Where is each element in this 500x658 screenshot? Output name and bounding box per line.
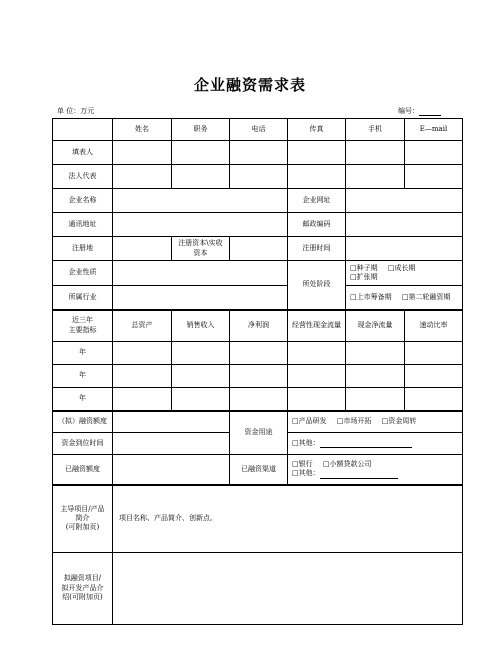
metrics-cell[interactable] (230, 388, 288, 411)
plan-project-label (53, 553, 113, 625)
header-name: 姓名 (113, 119, 172, 141)
legal-rep-label: 法人代表 (53, 165, 113, 189)
metrics-year-row-2 (53, 365, 463, 388)
stage-option-growth[interactable]: □成长期 (387, 263, 416, 272)
company-name-label: 企业名称 (53, 189, 113, 213)
metrics-total-assets: 总资产 (113, 310, 172, 342)
unit-label: 单 位：万元 (57, 107, 95, 115)
legal-rep-position-cell[interactable] (172, 165, 230, 189)
financing-amount-cell[interactable] (113, 411, 230, 433)
main-project-label-line1: 主导项目/产品 (60, 504, 105, 513)
stage-option-seed[interactable]: □种子期 (350, 263, 378, 272)
channel-option-other[interactable]: □其他： (292, 469, 320, 478)
reg-time-label: 注册时间 (288, 237, 346, 261)
header-phone: 电话 (230, 119, 288, 141)
plan-project-label-line3: 绍(可附加页) (62, 593, 103, 602)
header-mobile: 手机 (346, 119, 405, 141)
metrics-cell[interactable] (288, 365, 346, 388)
legal-rep-fax-cell[interactable] (288, 165, 346, 189)
channel-label: 已融资渠道 (230, 455, 288, 485)
stage-option-second-round[interactable]: □第二轮融资期 (401, 292, 451, 301)
use-option-other[interactable]: □其他： (292, 438, 320, 447)
metrics-net-cash-flow: 现金净流量 (346, 310, 405, 342)
metrics-year-label: 年 (53, 388, 113, 411)
filler-name-cell[interactable] (113, 141, 172, 165)
header-email: E—mail (405, 119, 463, 141)
header-position: 职务 (172, 119, 230, 141)
filler-label: 填表人 (53, 141, 113, 165)
metrics-cell[interactable] (113, 365, 172, 388)
financed-label: 已融资额度 (53, 455, 113, 485)
website-label: 企业网址 (288, 189, 346, 213)
metrics-sales-revenue: 销售收入 (172, 310, 230, 342)
metrics-cell[interactable] (230, 342, 288, 365)
reg-place-label: 注册地 (53, 237, 113, 261)
reg-capital-label: 注册资本\实收资本 (172, 237, 230, 261)
address-row (53, 213, 463, 237)
arrival-time-cell[interactable] (113, 433, 230, 455)
industry-label: 所属行业 (53, 286, 113, 310)
arrival-time-label: 资金到位时间 (53, 433, 113, 455)
metrics-operating-cash-flow: 经营性现金流量 (288, 310, 346, 342)
use-option-market[interactable]: □市场开拓 (336, 417, 372, 426)
fund-use-other (288, 433, 463, 455)
nature-row (53, 261, 463, 286)
metrics-year-label: 年 (53, 365, 113, 388)
filler-fax-cell[interactable] (288, 141, 346, 165)
plan-project-cell[interactable] (113, 553, 463, 625)
filler-row (53, 141, 463, 165)
metrics-cell[interactable] (172, 388, 230, 411)
channel-options (288, 455, 463, 485)
metrics-label-line1: 近三年 (72, 316, 93, 325)
stage-options-line1 (346, 261, 463, 286)
financing-amount-row (53, 411, 463, 433)
metrics-year-label: 年 (53, 342, 113, 365)
use-other-blank[interactable] (320, 439, 412, 448)
company-name-cell[interactable] (113, 189, 288, 213)
channel-other-blank[interactable] (320, 470, 398, 479)
metrics-cell[interactable] (113, 342, 172, 365)
metrics-cell[interactable] (405, 388, 463, 411)
postal-cell[interactable] (346, 213, 463, 237)
address-label: 通讯地址 (53, 213, 113, 237)
address-cell[interactable] (113, 213, 288, 237)
use-option-rd[interactable]: □产品研发 (292, 417, 327, 426)
legal-rep-email-cell[interactable] (405, 165, 463, 189)
number-label: 编号： (398, 107, 419, 115)
filler-phone-cell[interactable] (230, 141, 288, 165)
website-cell[interactable] (346, 189, 463, 213)
metrics-cell[interactable] (288, 342, 346, 365)
channel-option-microloan[interactable]: □小额贷款公司 (322, 459, 372, 468)
metrics-cell[interactable] (288, 388, 346, 411)
nature-cell[interactable] (113, 261, 288, 286)
metrics-cell[interactable] (346, 342, 405, 365)
metrics-net-profit: 净利润 (230, 310, 288, 342)
metrics-cell[interactable] (405, 365, 463, 388)
financing-amount-label: （拟）融资额度 (53, 411, 113, 433)
legal-rep-phone-cell[interactable] (230, 165, 288, 189)
legal-rep-row (53, 165, 463, 189)
stage-label: 所处阶段 (288, 261, 346, 310)
use-option-working-capital[interactable]: □资金周转 (381, 417, 417, 426)
page-title: 企业融资需求表 (193, 76, 306, 94)
reg-capital-cell[interactable] (230, 237, 288, 261)
main-project-hint: 项目名称、产品简介、创新点。 (119, 514, 217, 523)
metrics-cell[interactable] (405, 342, 463, 365)
postal-label: 邮政编码 (288, 213, 346, 237)
metrics-cell[interactable] (172, 365, 230, 388)
header-row (53, 119, 463, 141)
filler-mobile-cell[interactable] (346, 141, 405, 165)
plan-project-row (53, 553, 463, 625)
financed-cell[interactable] (113, 455, 230, 485)
metrics-label (53, 310, 113, 342)
main-project-label-line3: (可附加页) (65, 523, 100, 532)
metrics-cell[interactable] (172, 342, 230, 365)
metrics-label-line2: 主要指标 (68, 325, 97, 334)
legal-rep-name-cell[interactable] (113, 165, 172, 189)
header-fax: 传真 (288, 119, 346, 141)
fund-use-options (288, 411, 463, 433)
main-project-label-line2: 简介 (75, 514, 90, 523)
company-name-row (53, 189, 463, 213)
metrics-cell[interactable] (346, 388, 405, 411)
metrics-year-row-1 (53, 342, 463, 365)
stage-option-expansion[interactable]: □扩张期 (350, 273, 378, 281)
metrics-year-row-3 (53, 388, 463, 411)
number-blank[interactable] (419, 108, 441, 116)
plan-project-label-line1: 拟融资项目/ (63, 574, 102, 583)
metrics-cell[interactable] (113, 388, 172, 411)
stage-options-line2 (346, 286, 463, 310)
stage-option-ipo-prep[interactable]: □上市筹备期 (350, 292, 392, 301)
reg-time-cell[interactable] (346, 237, 463, 261)
nature-label: 企业性质 (53, 261, 113, 286)
financing-form-table (52, 118, 463, 625)
reg-place-cell[interactable] (113, 237, 172, 261)
industry-row (53, 286, 463, 310)
plan-project-label-line2: 拟开发产品介 (61, 583, 104, 592)
metrics-header-row (53, 310, 463, 342)
header-empty-cell (53, 119, 113, 141)
fund-use-label: 资金用途 (230, 411, 288, 455)
channel-option-bank[interactable]: □银行 (292, 459, 313, 468)
legal-rep-mobile-cell[interactable] (346, 165, 405, 189)
financed-row (53, 455, 463, 485)
metrics-cell[interactable] (230, 365, 288, 388)
filler-position-cell[interactable] (172, 141, 230, 165)
metrics-cell[interactable] (346, 365, 405, 388)
metrics-quick-ratio: 速动比率 (405, 310, 463, 342)
number-field (398, 106, 441, 116)
main-project-row (53, 485, 463, 553)
main-project-cell[interactable] (113, 485, 463, 553)
industry-cell[interactable] (113, 286, 288, 310)
filler-email-cell[interactable] (405, 141, 463, 165)
main-project-label (53, 485, 113, 553)
registration-row (53, 237, 463, 261)
